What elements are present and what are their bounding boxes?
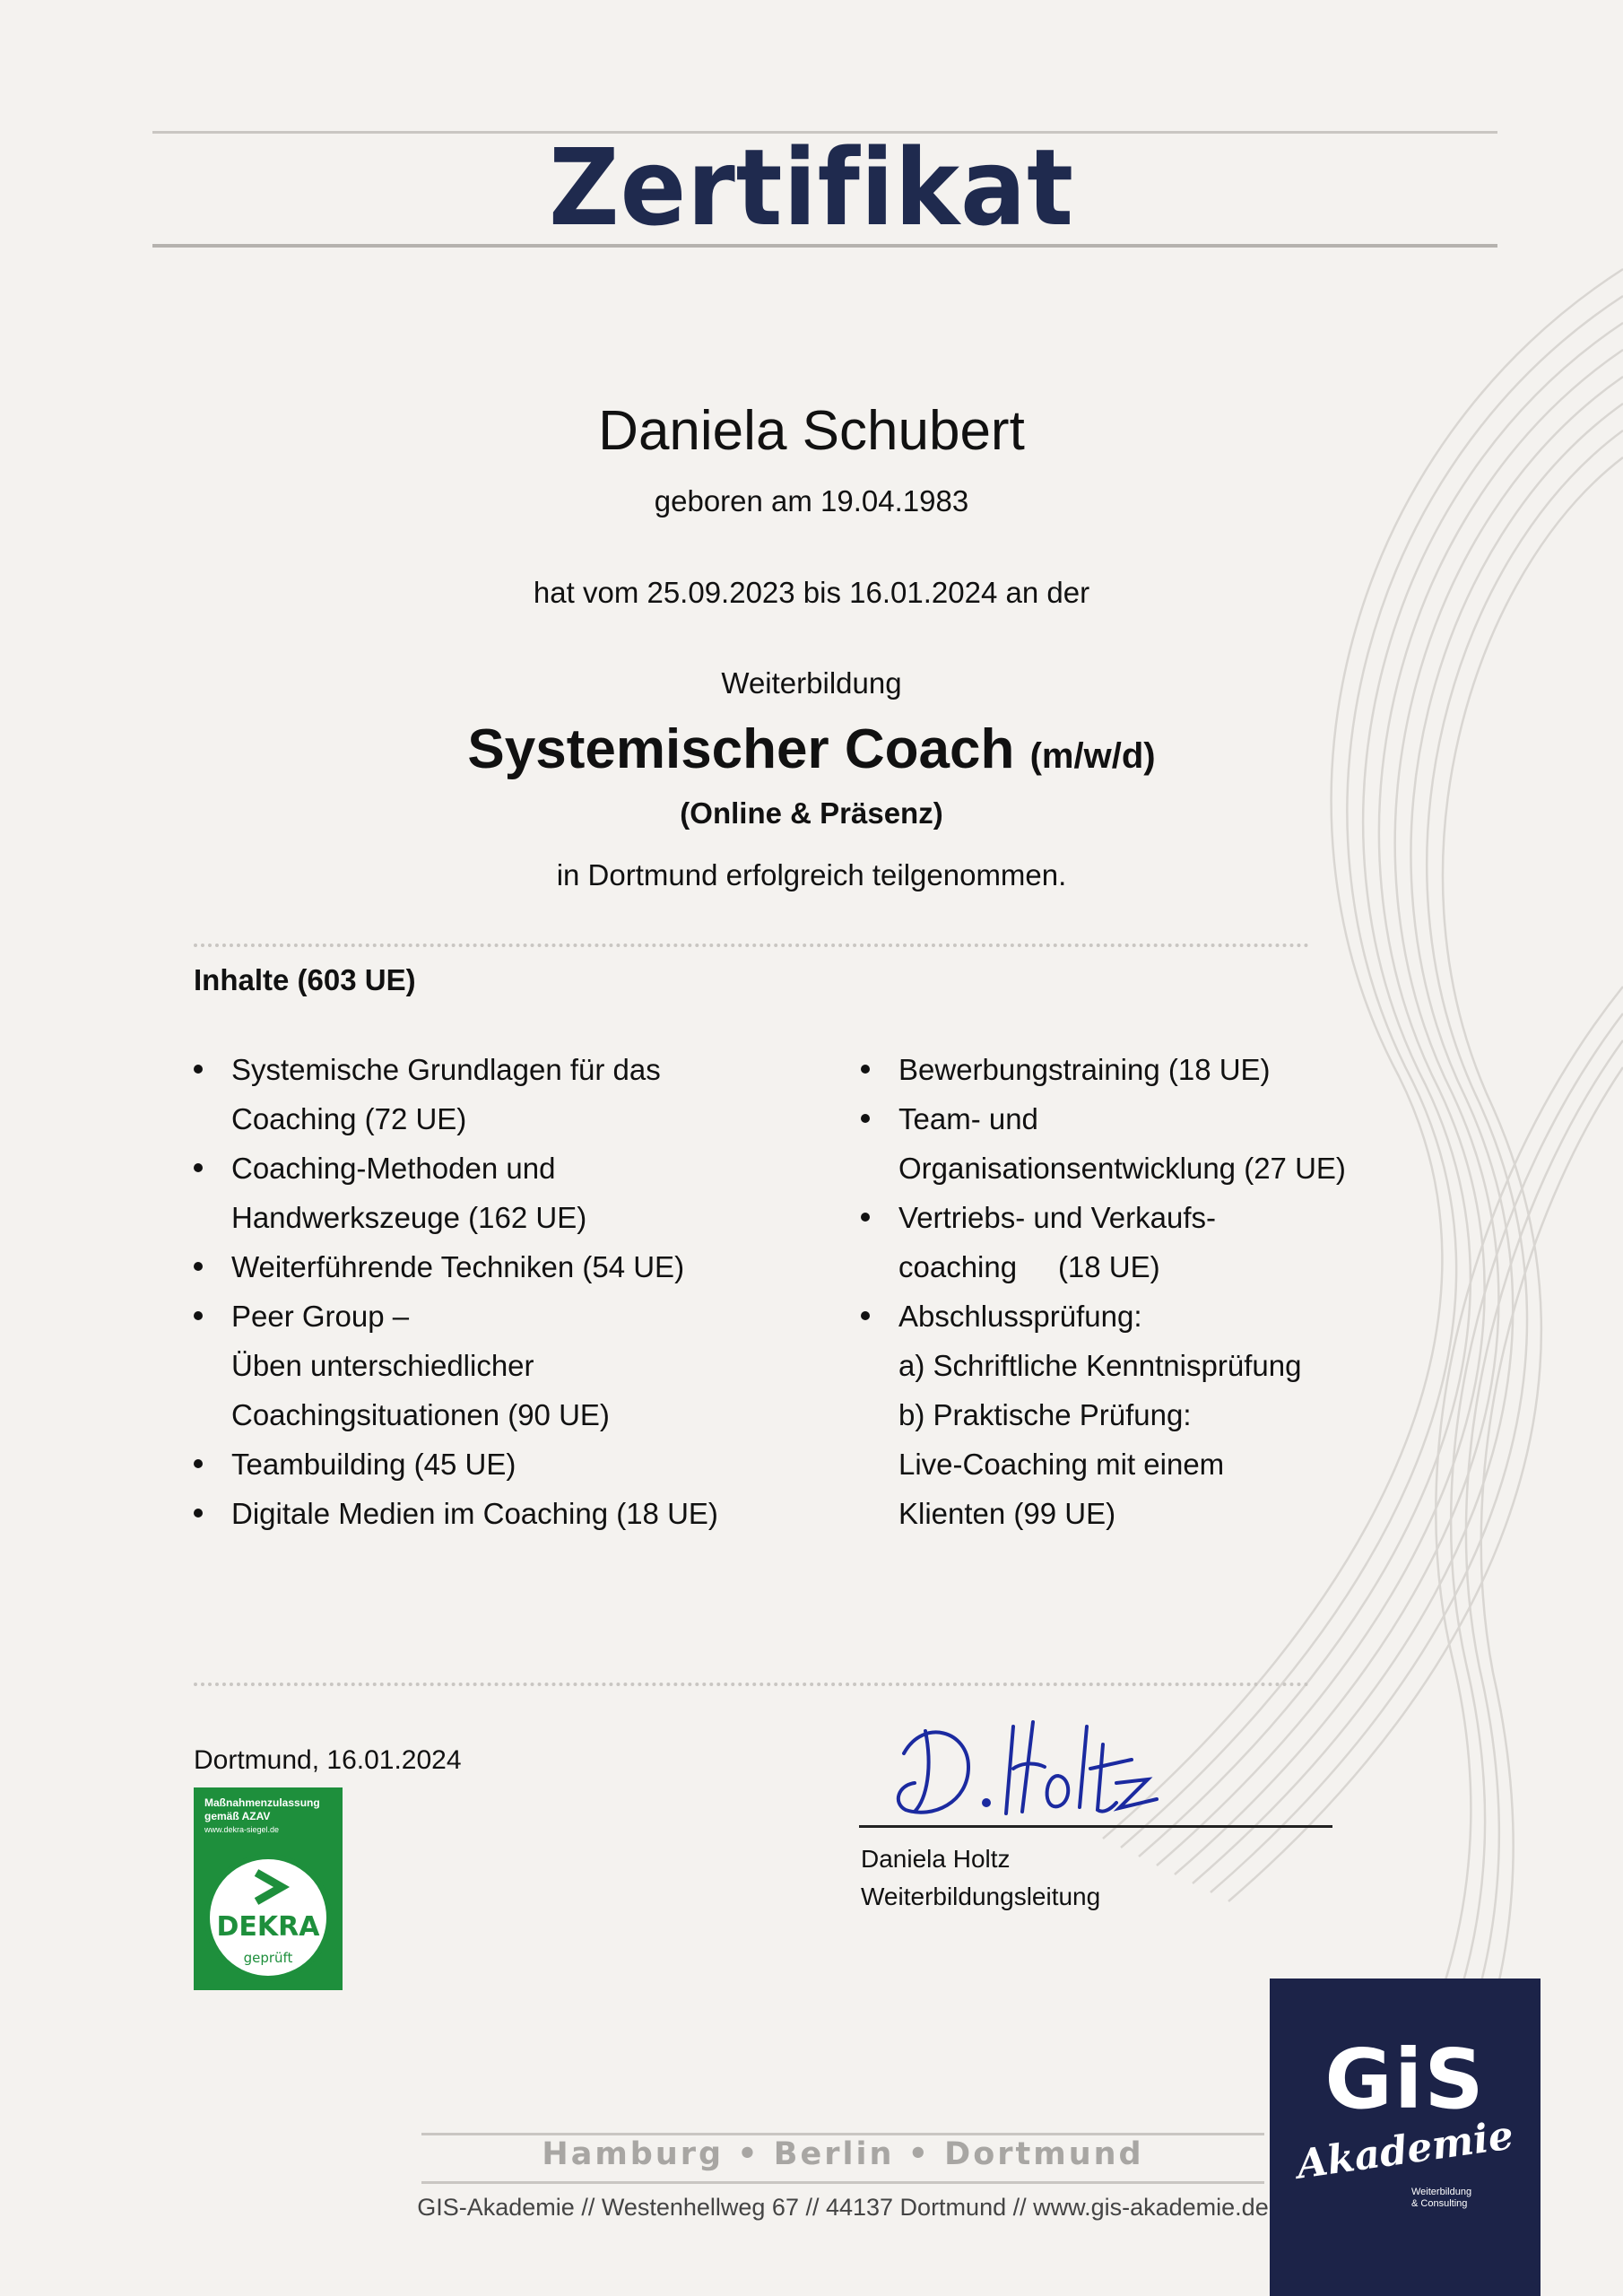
signature-line <box>859 1825 1332 1828</box>
gis-logo-sub: Akademie <box>1294 2112 1516 2188</box>
course-mode: (Online & Präsenz) <box>680 796 943 830</box>
list-item: Team- und Organisationsentwicklung (27 UE) <box>861 1094 1488 1193</box>
dekra-seal-text: Maßnahmenzulassung gemäß AZAV www.dekra-siegel.de <box>204 1796 320 1834</box>
divider-top <box>194 944 1309 947</box>
divider-bottom <box>194 1683 1309 1686</box>
footer-address: GIS-Akademie // Westenhellweg 67 // 44137 Dortmund // www.gis-akademie.de <box>417 2194 1269 2221</box>
footer-rule-bottom <box>421 2181 1264 2184</box>
course-period-line: hat vom 25.09.2023 bis 16.01.2024 an der <box>533 576 1090 609</box>
dekra-logo-icon <box>194 1846 343 1989</box>
footer-cities: Hamburg • Berlin • Dortmund <box>542 2136 1144 2172</box>
list-item: Coaching-Methoden und Handwerkszeuge (162 UE) <box>194 1144 821 1242</box>
contents-title: Inhalte (603 UE) <box>194 963 416 996</box>
list-item: Bewerbungstraining (18 UE) <box>861 1045 1488 1094</box>
list-item: Weiterführende Techniken (54 UE) <box>194 1242 821 1292</box>
list-item: Teambuilding (45 UE) <box>194 1439 821 1489</box>
contents-list-right <box>861 1045 1488 1538</box>
signer-name: Daniela Holtz <box>861 1845 1011 1873</box>
birth-date-line: geboren am 19.04.1983 <box>654 484 969 517</box>
place-date: Dortmund, 16.01.2024 <box>194 1745 462 1775</box>
footer-rule-top <box>421 2133 1264 2135</box>
gis-logo-tagline: Weiterbildung & Consulting <box>1411 2187 1472 2209</box>
course-name <box>0 718 1623 781</box>
list-item: Digitale Medien im Coaching (18 UE) <box>194 1489 821 1538</box>
completion-line: in Dortmund erfolgreich teilgenommen. <box>556 858 1067 891</box>
gis-logo-main: GiS <box>1324 2031 1486 2127</box>
list-item: Vertriebs- und Verkaufs- coaching (18 UE) <box>861 1193 1488 1292</box>
list-item: Abschlussprüfung: a) Schriftliche Kenntnisprüfung b) Praktische Prüfung: Live-Coaching mit einem Klienten (99 UE) <box>861 1292 1488 1538</box>
list-item: Peer Group – Üben unterschiedlicher Coachingsituationen (90 UE) <box>194 1292 821 1439</box>
signer-role: Weiterbildungsleitung <box>861 1883 1101 1910</box>
certificate-title: Zertifikat <box>549 126 1074 249</box>
course-type: Weiterbildung <box>721 666 902 700</box>
recipient-name: Daniela Schubert <box>598 400 1025 462</box>
signer-block <box>861 1840 1100 1916</box>
course-name-text: Systemischer Coach <box>467 718 1015 780</box>
list-item: Systemische Grundlagen für das Coaching (72 UE) <box>194 1045 821 1144</box>
course-name-suffix: (m/w/d) <box>1029 736 1156 776</box>
svg-text:DEKRA: DEKRA <box>216 1911 320 1943</box>
contents-list-left <box>194 1045 821 1538</box>
svg-text:geprüft: geprüft <box>243 1950 293 1966</box>
signature <box>888 1713 1175 1830</box>
